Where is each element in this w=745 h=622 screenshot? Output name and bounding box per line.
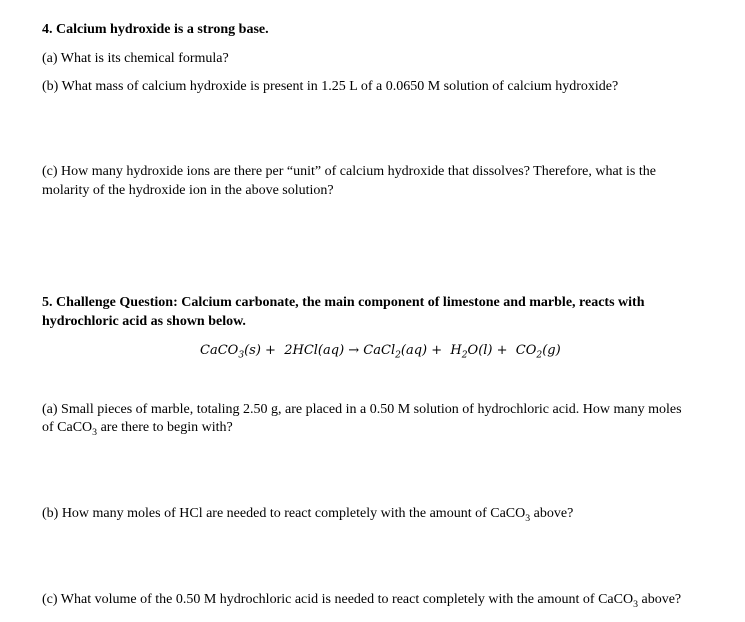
q5-part-a-line1: (a) Small pieces of marble, totaling 2.50 g, are placed in a 0.50 M solution of hydrochloric acid. How many moles	[42, 402, 682, 417]
q4-title: 4. Calcium hydroxide is a strong base.	[42, 22, 269, 37]
chemical-equation: CaCO$_3$(s) + 2HCl(aq) → CaCl$_2$(aq) + $H_2O(l) + CO_2(g)$	[200, 343, 561, 361]
q5-part-b: (b) How many moles of HCl are needed to react completely with the amount of CaCO$_3$ above?	[42, 506, 574, 524]
q4-part-a: (a) What is its chemical formula?	[42, 51, 229, 66]
q5-part-a-line2: of CaCO$_3$ are there to begin with?	[42, 420, 233, 438]
q4-part-b: (b) What mass of calcium hydroxide is present in 1.25 L of a 0.0650 M solution of calcium hydroxide?	[42, 79, 619, 94]
q5-part-c: (c) What volume of the 0.50 M hydrochloric acid is needed to react completely with the amount of CaCO$_3$ above?	[42, 592, 682, 610]
q4-part-c-line2: molarity of the hydroxide ion in the above solution?	[42, 183, 334, 198]
q5-title-line2: hydrochloric acid as shown below.	[42, 314, 246, 329]
q5-title-line1: 5. Challenge Question: Calcium carbonate, the main component of limestone and marble, reacts with	[42, 295, 645, 310]
q4-part-c-line1: (c) How many hydroxide ions are there per “unit” of calcium hydroxide that dissolves? Therefore, what is the	[42, 164, 656, 179]
